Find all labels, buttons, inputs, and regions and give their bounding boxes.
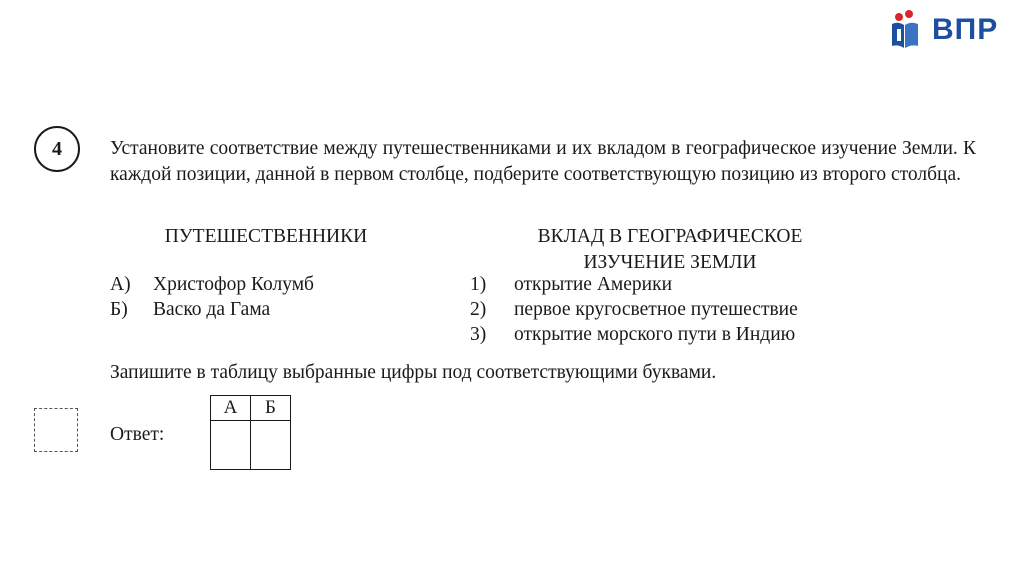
- right-item-text: открытие Америки: [514, 274, 672, 295]
- answer-label: Ответ:: [110, 424, 165, 445]
- answer-column-header-b: Б: [251, 396, 291, 421]
- left-item-mark: Б): [110, 299, 128, 320]
- right-item-text: первое кругосветное путешествие: [514, 299, 798, 320]
- answer-cell-b[interactable]: [251, 421, 291, 470]
- vpr-logo: [888, 6, 1014, 54]
- task-text: Установите соответствие между путешественниками и их вкладом в географическое изучение Земли. К каждой позиции, данной в первом столбце, подберите соответствующую позицию из второго столбца.: [110, 138, 976, 185]
- answer-cell-a[interactable]: [211, 421, 251, 470]
- right-column-header-line2: ИЗУЧЕНИЕ ЗЕМЛИ: [583, 252, 757, 273]
- left-item-text: Васко да Гама: [153, 299, 271, 320]
- instruction-text: Запишите в таблицу выбранные цифры под соответствующими буквами.: [110, 362, 717, 383]
- right-item-mark: 2): [470, 299, 487, 320]
- vpr-logo-icon: [888, 8, 932, 52]
- answer-table: [210, 395, 291, 470]
- score-box: [34, 408, 78, 452]
- left-column-header: ПУТЕШЕСТВЕННИКИ: [164, 226, 368, 247]
- right-column-header-line1: ВКЛАД В ГЕОГРАФИЧЕСКОЕ: [537, 226, 803, 247]
- left-item-mark: А): [110, 274, 131, 295]
- vpr-logo-text: ВПР: [932, 13, 999, 46]
- right-item-mark: 1): [470, 274, 487, 295]
- left-item-text: Христофор Колумб: [153, 274, 314, 295]
- answer-column-header-a: А: [211, 396, 251, 421]
- right-item-mark: 3): [470, 324, 487, 345]
- right-column-header: [468, 224, 872, 276]
- question-number: 4: [34, 126, 80, 172]
- right-item-text: открытие морского пути в Индию: [514, 324, 796, 345]
